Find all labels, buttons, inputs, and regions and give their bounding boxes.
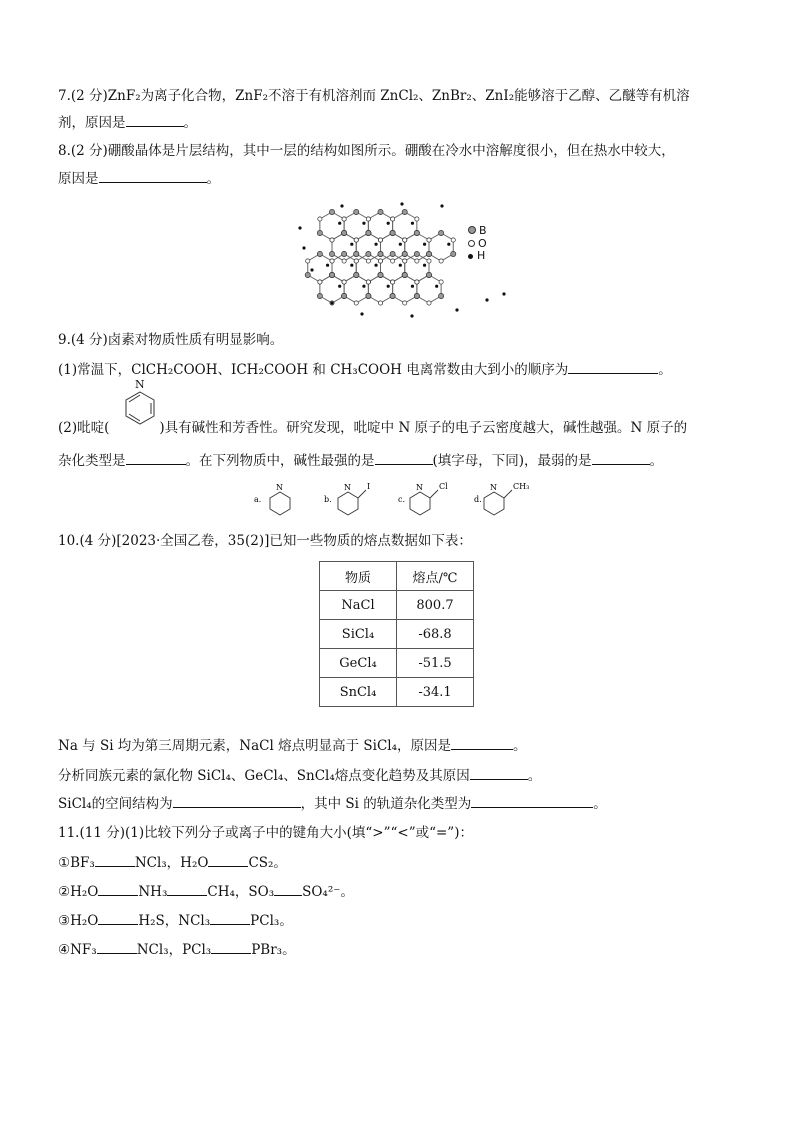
hex-ring [308, 254, 332, 282]
hex-ring [368, 212, 392, 240]
q7-line1: 7.(2 分)ZnF₂为离子化合物，ZnF₂不溶于有机溶剂而 ZnCl₂、ZnBr₂、ZnI₂能够溶于乙醇、乙醚等有机溶 [58, 88, 690, 104]
hydrogen-atom [410, 314, 413, 317]
q7-line2 [58, 112, 197, 133]
q8-line1: 8.(2 分)硼酸晶体是片层结构，其中一层的结构如图所示。硼酸在冷水中溶解度很小，但在热水中较大， [58, 143, 675, 159]
table-header-row [320, 562, 474, 591]
hex-ring [380, 254, 404, 282]
boron-atom [305, 272, 310, 277]
legend-hydrogen: H [468, 250, 487, 263]
boron-atom [402, 209, 407, 214]
q11-row1 [58, 852, 287, 873]
boron-atom [366, 251, 371, 256]
boron-atom [451, 251, 456, 256]
boron-atom [329, 272, 334, 277]
q11-r1-blank2[interactable] [208, 852, 248, 867]
q10-s3-a: SiCl₄的空间结构为 [58, 796, 173, 812]
hydrogen-atom [326, 264, 329, 267]
oxygen-atom [403, 238, 407, 242]
q11-r3-blank1[interactable] [98, 910, 138, 925]
hex-ring [320, 212, 344, 240]
q10-s2-post: 。 [527, 768, 542, 784]
pyridine-structure-icon [118, 376, 162, 432]
hex-ring [344, 212, 368, 240]
hydrogen-atom [485, 298, 488, 301]
oxygen-atom [391, 280, 395, 284]
table-header-cell: 物质 [320, 562, 397, 591]
q9-part3-c: (填字母，下同)，最弱的是 [432, 453, 592, 469]
table-cell: NaCl [320, 591, 397, 620]
hex-ring [393, 212, 417, 240]
boron-atom [414, 230, 419, 235]
table-cell: -68.8 [397, 620, 474, 649]
pyridine-n-label: N [135, 378, 145, 391]
q11-r4-text: ④NF₃ [58, 942, 97, 958]
boron-atom [378, 251, 383, 256]
q11-r4-text: NCl₃，PCl₃ [136, 942, 212, 958]
q11-row3 [58, 910, 293, 931]
oxygen-atom [342, 280, 346, 284]
q10-sentence3 [58, 793, 607, 814]
boron-atom [402, 272, 407, 277]
hydrogen-atom [447, 243, 450, 246]
hex-ring [344, 275, 368, 303]
q9-part2-a: (2)吡啶( [58, 420, 110, 436]
oxygen-atom [439, 259, 443, 263]
boron-atom [402, 251, 407, 256]
oxygen-atom [391, 217, 395, 221]
hex-ring [356, 254, 380, 282]
oxygen-atom [403, 301, 407, 305]
melting-point-table [319, 561, 474, 707]
boron-atom [354, 209, 359, 214]
boron-atom [390, 293, 395, 298]
q7-line2-pre: 剂，原因是 [58, 115, 126, 131]
legend-boron: B [468, 225, 487, 238]
q9-part3-d: 。 [649, 453, 664, 469]
boron-atom [390, 251, 395, 256]
oxygen-atom [391, 259, 395, 263]
legend-oxygen: O [468, 238, 487, 251]
table-cell: -34.1 [397, 678, 474, 707]
svg-text:c.: c. [398, 495, 406, 504]
svg-text:N: N [490, 483, 497, 492]
oxygen-atom [366, 280, 370, 284]
option-d [474, 482, 529, 515]
hydrogen-atom [338, 222, 341, 225]
boron-atom [378, 272, 383, 277]
boron-atom [414, 293, 419, 298]
q8-answer-blank[interactable] [99, 168, 207, 183]
boron-circle-icon [468, 226, 476, 234]
q11-r3-text: PCl₃。 [250, 913, 293, 929]
boric-acid-legend [468, 225, 487, 263]
svg-text:CH₃: CH₃ [513, 482, 530, 491]
boron-atom [329, 251, 334, 256]
oxygen-atom [342, 217, 346, 221]
boron-atom [317, 251, 322, 256]
oxygen-atom [427, 301, 431, 305]
oxygen-atom [318, 217, 322, 221]
q9-part1-blank[interactable] [568, 359, 658, 374]
q11-r1-blank1[interactable] [95, 852, 135, 867]
hex-ring [332, 254, 356, 282]
hydrogen-atom [350, 243, 353, 246]
hydrogen-atom [374, 243, 377, 246]
q10-sentence2 [58, 765, 541, 786]
oxygen-atom [330, 238, 334, 242]
hydrogen-atom [411, 285, 414, 288]
option-a [254, 483, 290, 515]
hydrogen-atom [374, 264, 377, 267]
hydrogen-atom [362, 285, 365, 288]
q9-line1: 9.(4 分)卤素对物质性质有明显影响。 [58, 332, 284, 348]
q8-line2-pre: 原因是 [58, 171, 99, 187]
q11-r2-text: CH₄，SO₃ [207, 884, 275, 900]
boron-atom [414, 251, 419, 256]
q11-r2-blank1[interactable] [98, 881, 138, 896]
hydrogen-atom [387, 285, 390, 288]
hydrogen-atom [455, 308, 458, 311]
hydrogen-atom [310, 268, 313, 271]
q11-row2 [58, 881, 354, 902]
hydrogen-atom [298, 226, 301, 229]
q10-structure-blank[interactable] [173, 793, 301, 808]
hydrogen-atom [423, 264, 426, 267]
hex-ring [417, 275, 441, 303]
q11-r3-blank2[interactable] [210, 910, 250, 925]
q9-weakest-blank[interactable] [592, 450, 650, 465]
q11-r4-text: PBr₃。 [251, 942, 296, 958]
oxygen-atom [342, 259, 346, 263]
table-header-cell: 熔点/℃ [397, 562, 474, 591]
oxygen-atom [354, 238, 358, 242]
table-row [320, 649, 474, 678]
hydrogen-atom [399, 243, 402, 246]
oxygen-atom [427, 259, 431, 263]
table-cell: 800.7 [397, 591, 474, 620]
q11-row4 [58, 939, 296, 960]
hydrogen-atom [400, 202, 403, 205]
q10-s2-blank[interactable] [470, 765, 528, 780]
oxygen-circle-icon [468, 240, 475, 247]
boron-atom [317, 230, 322, 235]
boron-atom [426, 272, 431, 277]
hydrogen-dot-icon [468, 254, 473, 259]
boron-atom [354, 251, 359, 256]
q11-r2-text: SO₄²⁻。 [302, 884, 354, 900]
hydrogen-atom [340, 204, 343, 207]
svg-text:N: N [344, 483, 351, 492]
pyridine-options-figure [250, 476, 570, 516]
hex-ring [320, 275, 344, 303]
oxygen-atom [354, 259, 358, 263]
table-cell: GeCl₄ [320, 649, 397, 678]
hydrogen-atom [302, 246, 305, 249]
boron-atom [426, 251, 431, 256]
hydrogen-atom [502, 292, 505, 295]
svg-text:a.: a. [254, 495, 262, 504]
oxygen-atom [366, 217, 370, 221]
q10-s2-pre: 分析同族元素的氯化物 SiCl₄、GeCl₄、SnCl₄熔点变化趋势及其原因 [58, 768, 470, 784]
q11-r2-text: ②H₂O [58, 884, 99, 900]
table-cell: SiCl₄ [320, 620, 397, 649]
oxygen-atom [378, 301, 382, 305]
q10-line1: 10.(4 分)[2023·全国乙卷，35(2)]已知一些物质的熔点数据如下表： [58, 533, 472, 549]
hydrogen-atom [435, 285, 438, 288]
boron-atom [366, 293, 371, 298]
q11-r3-text: ③H₂O [58, 913, 99, 929]
q10-s3-c: 。 [593, 796, 607, 812]
hex-ring [393, 275, 417, 303]
table-row [320, 678, 474, 707]
q11-r1-text: CS₂。 [248, 855, 287, 871]
hydrogen-atom [362, 222, 365, 225]
oxygen-atom [415, 217, 419, 221]
q9-hybridization-blank[interactable] [126, 450, 186, 465]
hydrogen-atom [330, 301, 333, 304]
table-cell: -51.5 [397, 649, 474, 678]
q7-answer-blank[interactable] [126, 112, 184, 127]
boron-atom [439, 293, 444, 298]
oxygen-atom [403, 259, 407, 263]
hydrogen-atom [350, 264, 353, 267]
oxygen-atom [318, 280, 322, 284]
oxygen-atom [378, 238, 382, 242]
q10-s3-b: ，其中 Si 的轨道杂化类型为 [300, 796, 472, 812]
boron-atom [378, 209, 383, 214]
q9-part1-pre: (1)常温下，ClCH₂COOH、ICH₂COOH 和 CH₃COOH 电离常数由大到小的顺序为 [58, 362, 569, 378]
hydrogen-atom [440, 204, 443, 207]
option-c [398, 482, 448, 515]
svg-text:d.: d. [474, 495, 482, 504]
q9-part1-post: 。 [658, 362, 672, 378]
hydrogen-atom [423, 243, 426, 246]
hex-ring [368, 275, 392, 303]
q9-part3 [58, 450, 663, 471]
q10-hybridization-blank[interactable] [471, 793, 593, 808]
oxygen-atom [439, 280, 443, 284]
boron-atom [439, 230, 444, 235]
hydrogen-atom [387, 222, 390, 225]
oxygen-atom [354, 301, 358, 305]
hydrogen-atom [338, 285, 341, 288]
hex-ring [405, 254, 429, 282]
boron-atom [366, 230, 371, 235]
table-cell: SnCl₄ [320, 678, 397, 707]
oxygen-atom [427, 238, 431, 242]
hex-ring [429, 233, 453, 261]
svg-text:b.: b. [324, 495, 332, 504]
q10-s1-pre: Na 与 Si 均为第三周期元素，NaCl 熔点明显高于 SiCl₄，原因是 [58, 738, 452, 754]
oxygen-atom [366, 259, 370, 263]
boron-atom [342, 251, 347, 256]
hydrogen-atom [411, 222, 414, 225]
q11-line1: 11.(11 分)(1)比较下列分子或离子中的键角大小(填“>”“<”或“=”)： [58, 825, 473, 841]
svg-text:N: N [416, 483, 423, 492]
q11-r4-blank2[interactable] [211, 939, 251, 954]
q11-r2-blank3[interactable] [274, 881, 302, 896]
q11-r1-text: NCl₃，H₂O [134, 855, 209, 871]
svg-text:Cl: Cl [439, 482, 448, 491]
q9-strongest-blank[interactable] [375, 450, 433, 465]
q11-r2-text: NH₃ [138, 884, 168, 900]
hydrogen-atom [360, 312, 363, 315]
oxygen-atom [330, 259, 334, 263]
table-row [320, 591, 474, 620]
boron-atom [390, 230, 395, 235]
q9-part3-b: 。在下列物质中，碱性最强的是 [185, 453, 375, 469]
svg-text:I: I [367, 482, 371, 491]
boron-atom [317, 293, 322, 298]
boron-atom [342, 230, 347, 235]
oxygen-atom [378, 259, 382, 263]
q8-line2 [58, 168, 220, 189]
boron-atom [354, 272, 359, 277]
q9-part3-a: 杂化类型是 [58, 453, 126, 469]
oxygen-atom [306, 259, 310, 263]
table-row [320, 620, 474, 649]
q11-r3-text: H₂S，NCl₃ [138, 913, 211, 929]
q8-line2-post: 。 [206, 171, 220, 187]
oxygen-atom [415, 259, 419, 263]
option-b [324, 482, 370, 515]
svg-text:N: N [276, 483, 283, 492]
q7-line2-post: 。 [183, 115, 197, 131]
oxygen-atom [415, 280, 419, 284]
hydrogen-atom [399, 264, 402, 267]
q11-r4-blank1[interactable] [97, 939, 137, 954]
q11-r2-blank2[interactable] [167, 881, 207, 896]
oxygen-atom [451, 238, 455, 242]
q10-sentence1 [58, 735, 527, 756]
boron-atom [342, 293, 347, 298]
q10-s1-blank[interactable] [451, 735, 513, 750]
boron-atom [329, 209, 334, 214]
q10-s1-post: 。 [513, 738, 527, 754]
q9-part2-b: )具有碱性和芳香性。研究发现，吡啶中 N 原子的电子云密度越大，碱性越强。N 原子的 [159, 420, 688, 436]
q11-r1-text: ①BF₃ [58, 855, 95, 871]
